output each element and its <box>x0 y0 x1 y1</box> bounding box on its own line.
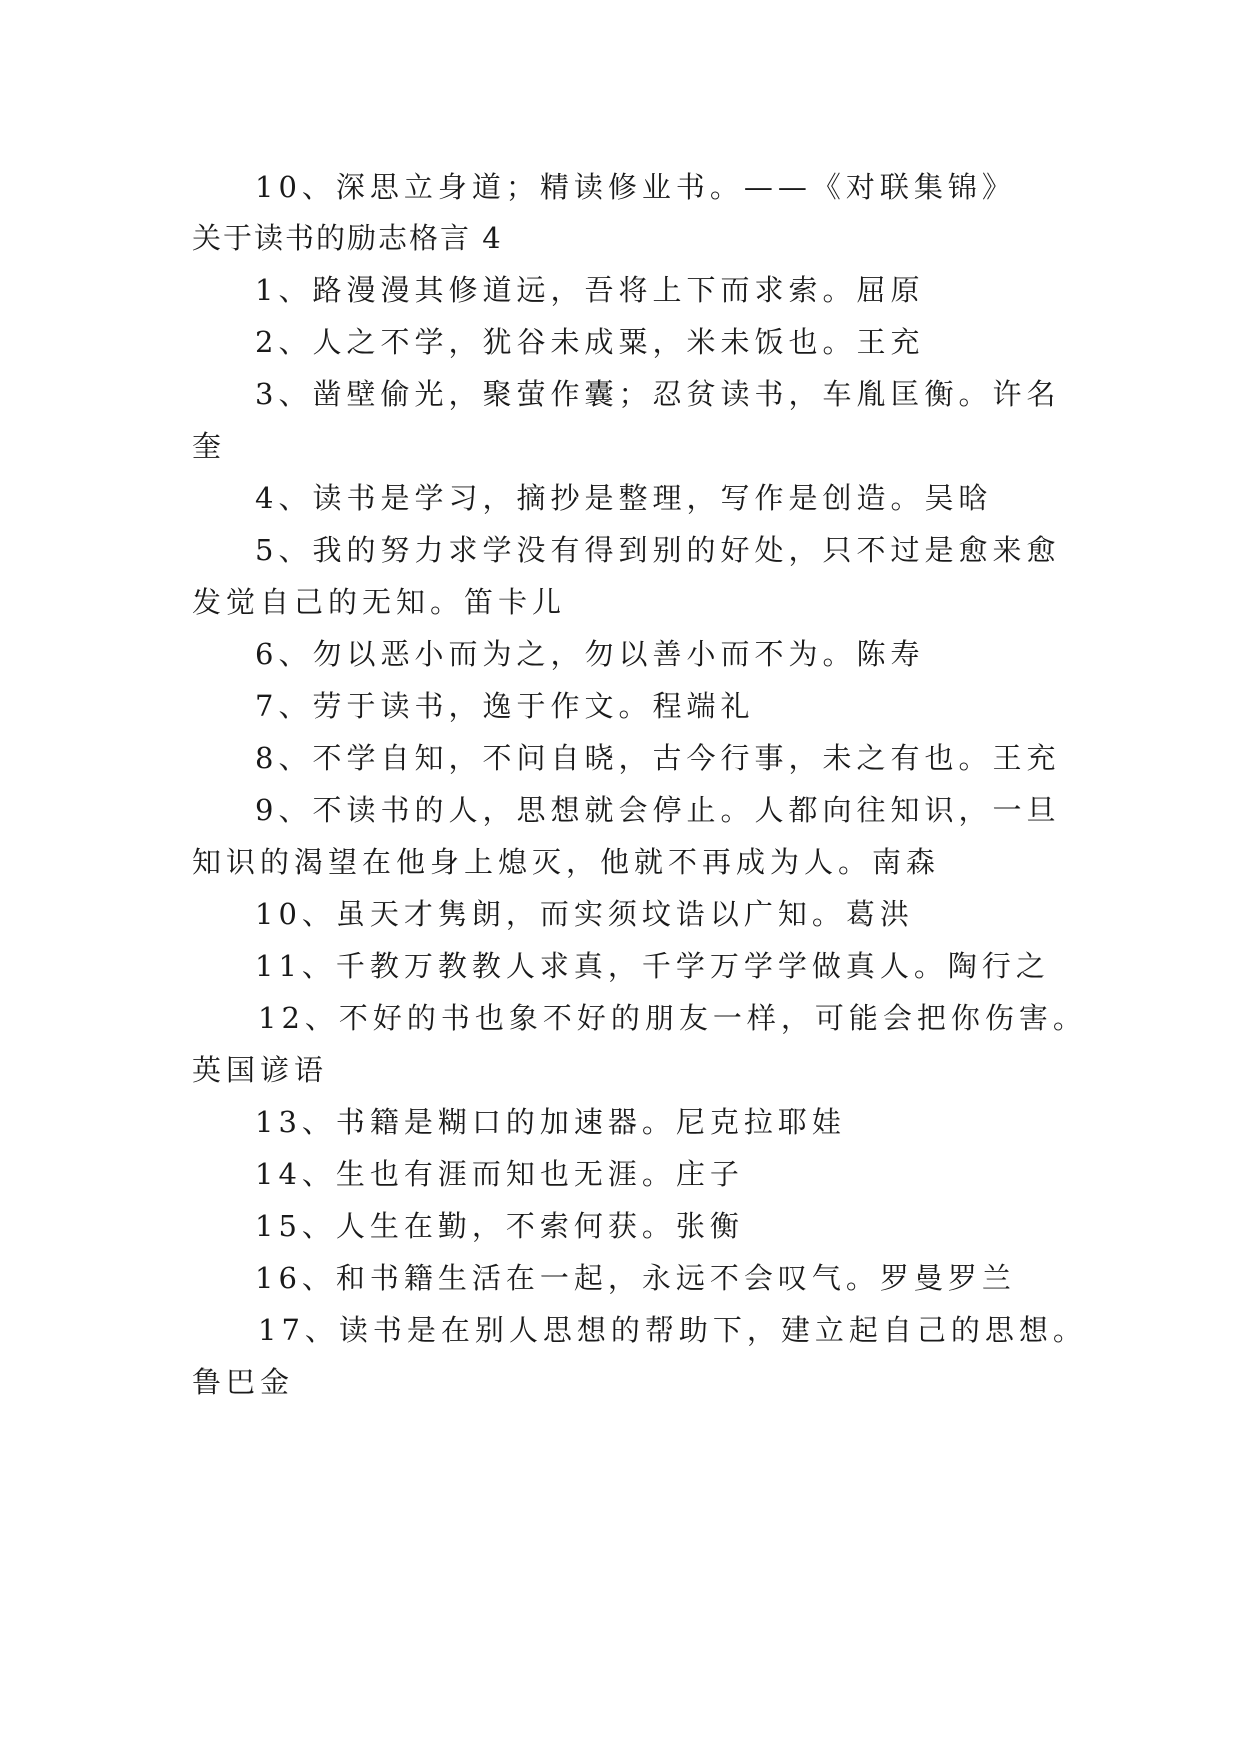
paragraph-line: 8、不学自知，不问自晓，古今行事，未之有也。王充 <box>255 741 1061 775</box>
paragraph-line: 9、不读书的人，思想就会停止。人都向往知识，一旦 <box>255 793 1061 827</box>
paragraph-line: 12、不好的书也象不好的朋友一样，可能会把你伤害。 <box>258 1001 1087 1035</box>
paragraph-line: 2、人之不学，犹谷未成粟，米未饭也。王充 <box>255 325 925 359</box>
paragraph-line: 10、深思立身道；精读修业书。——《对联集锦》 <box>255 170 1016 204</box>
paragraph-line: 13、书籍是糊口的加速器。尼克拉耶娃 <box>255 1105 846 1139</box>
paragraph-line: 3、凿壁偷光，聚萤作囊；忍贫读书，车胤匡衡。许名 <box>255 377 1061 411</box>
paragraph-line: 5、我的努力求学没有得到别的好处，只不过是愈来愈 <box>255 533 1061 567</box>
paragraph-line: 鲁巴金 <box>192 1365 295 1399</box>
paragraph-line: 知识的渴望在他身上熄灭，他就不再成为人。南森 <box>192 845 941 879</box>
paragraph-line: 10、虽天才隽朗，而实须坟诰以广知。葛洪 <box>255 897 914 931</box>
paragraph-line: 6、勿以恶小而为之，勿以善小而不为。陈寿 <box>255 637 925 671</box>
paragraph-line: 15、人生在勤，不索何获。张衡 <box>255 1209 744 1243</box>
paragraph-line: 英国谚语 <box>192 1053 329 1087</box>
paragraph-line: 1、路漫漫其修道远，吾将上下而求索。屈原 <box>255 273 925 307</box>
paragraph-line: 4、读书是学习，摘抄是整理，写作是创造。吴晗 <box>255 481 993 515</box>
paragraph-line: 发觉自己的无知。笛卡儿 <box>192 585 567 619</box>
paragraph-line: 14、生也有涯而知也无涯。庄子 <box>255 1157 744 1191</box>
paragraph-line: 16、和书籍生活在一起，永远不会叹气。罗曼罗兰 <box>255 1261 1016 1295</box>
section-heading: 关于读书的励志格言 4 <box>192 221 503 255</box>
paragraph-line: 17、读书是在别人思想的帮助下，建立起自己的思想。 <box>258 1313 1087 1347</box>
paragraph-line: 11、千教万教教人求真，千学万学学做真人。陶行之 <box>255 949 1050 983</box>
paragraph-line: 7、劳于读书，逸于作文。程端礼 <box>255 689 755 723</box>
paragraph-line: 奎 <box>192 429 227 463</box>
